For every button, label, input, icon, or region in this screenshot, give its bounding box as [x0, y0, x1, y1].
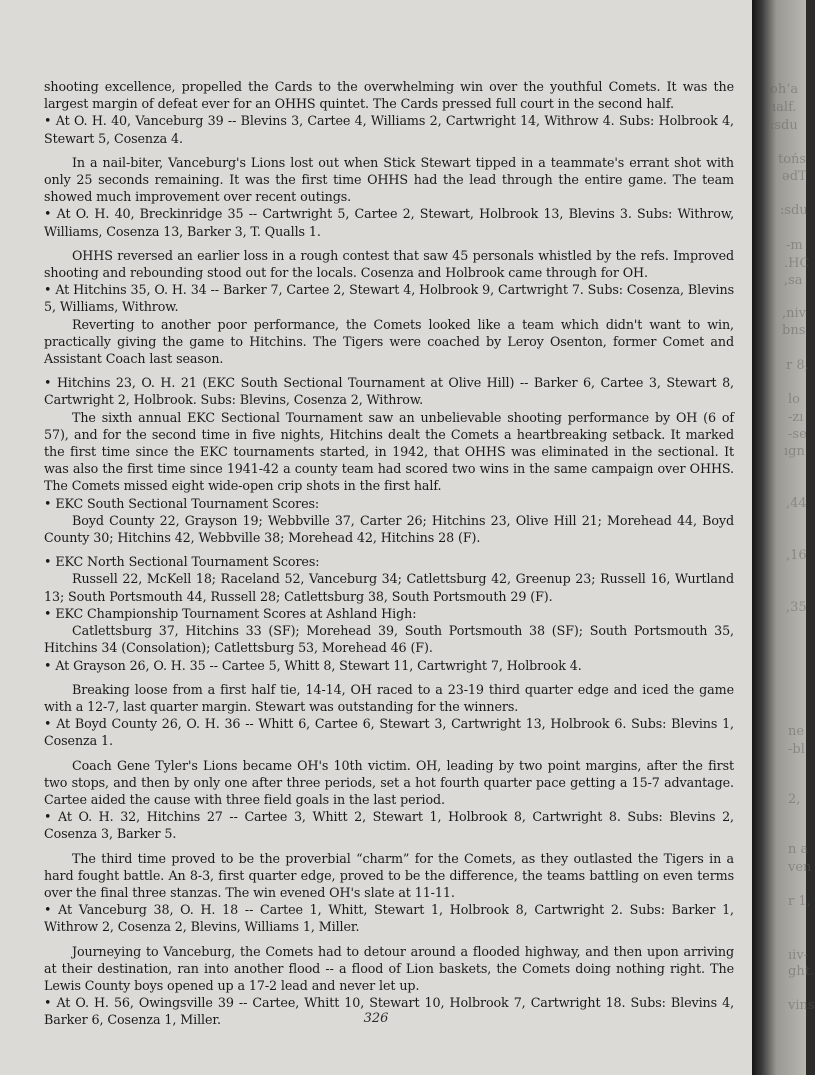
bleed-through-mark: :sdu — [770, 118, 798, 133]
paragraph-text: Journeying to Vanceburg, the Comets had to detour around a flooded highway, and then upon arriving at their destination, ran into another flood -- a flood of Lion baskets, the Comets doing nothing right. The Lewis County boys opened up a 17-2 lead and never let up. — [44, 943, 734, 993]
bleed-through-mark: ədT — [782, 169, 807, 184]
bleed-through-mark: ven — [788, 860, 812, 875]
bleed-through-mark: -bl — [788, 742, 805, 757]
bleed-through-mark: ıalf. — [772, 100, 797, 115]
bleed-through-mark: ,35 — [786, 600, 807, 615]
game-result-entry: • At Hitchins 35, O. H. 34 -- Barker 7, Cartee 2, Stewart 4, Holbrook 9, Cartwright 7. Subs: Cosenza, Blevins 5, Williams, Withrow. — [44, 282, 734, 315]
bleed-through-mark: ıiv- — [788, 948, 809, 963]
tournament-scores: Russell 22, McKell 18; Raceland 52, Vanceburg 34; Catlettsburg 42, Greenup 23; Russell 16, Wurtland 13; South Portsmouth 44, Russell 28; Catlettsburg 38, South Portsmouth 29 (F). — [44, 571, 734, 604]
paragraph-text: The third time proved to be the proverbial “charm” for the Comets, as they outlasted the Tigers in a hard fought battle. An 8-3, first quarter edge, proved to be the difference, the teams battling on even terms over the final three stanzas. The win evened OH's slate at 11-11. — [44, 850, 734, 900]
game-result-entry: • At O. H. 40, Breckinridge 35 -- Cartwright 5, Cartee 2, Stewart, Holbrook 13, Blevins 3. Subs: Withrow, Williams, Cosenza 13, Barker 3, T. Qualls 1. — [44, 206, 734, 239]
paragraph-text: OHHS reversed an earlier loss in a rough contest that saw 45 personals whistled by the refs. Improved shooting and rebounding stood out for the locals. Cosenza and Holbrook came through for OH. — [44, 247, 734, 281]
game-result-entry: • At Vanceburg 38, O. H. 18 -- Cartee 1, Whitt, Stewart 1, Holbrook 8, Cartwright 2. Subs: Barker 1, Withrow 2, Cosenza 2, Blevins, Williams 1, Miller. — [44, 902, 734, 935]
page-text — [44, 78, 734, 1029]
paragraph-text: The sixth annual EKC Sectional Tournament saw an unbelievable shooting performance by OH (6 of 57), and for the second time in five nights, Hitchins dealt the Comets a heartbreaking setback. It marked the first time since the EKC tournaments started, in 1942, that OHHS was eliminated in the sectional. It was also the first time since 1941-42 a county team had scored two wins in the same campaign over OHHS. The Comets missed eight wide-open crip shots in the first half. — [44, 409, 734, 494]
bleed-through-mark: ,44 — [786, 496, 807, 511]
bleed-through-mark: vins — [788, 998, 815, 1013]
paragraph-text: Breaking loose from a first half tie, 14-14, OH raced to a 23-19 third quarter edge and iced the game with a 12-7, last quarter margin. Stewart was outstanding for the winners. — [44, 681, 734, 714]
tournament-scores: Catlettsburg 37, Hitchins 33 (SF); Morehead 39, South Portsmouth 38 (SF); South Portsmouth 35, Hitchins 34 (Consolation); Catlettsburg 53, Morehead 46 (F). — [44, 623, 734, 656]
bleed-through-mark: r 1, — [788, 894, 811, 909]
game-result-entry: • At O. H. 40, Vanceburg 39 -- Blevins 3, Cartee 4, Williams 2, Cartwright 14, Withrow 4. Subs: Holbrook 4, Stewart 5, Cosenza 4. — [44, 113, 734, 146]
tournament-heading: • EKC South Sectional Tournament Scores: — [44, 495, 320, 511]
bleed-through-mark: ohʻa — [770, 82, 799, 97]
tournament-scores: Boyd County 22, Grayson 19; Webbville 37, Carter 26; Hitchins 23, Olive Hill 21; Morehead 44, Boyd County 30; Hitchins 42, Webbville 38; Morehead 42, Hitchins 28 (F). — [44, 512, 734, 546]
bleed-through-mark: tońs — [778, 152, 807, 167]
tournament-heading: • EKC Championship Tournament Scores at Ashland High: — [44, 605, 417, 621]
bleed-through-mark: lo — [788, 392, 800, 407]
bleed-through-mark: ght. — [788, 964, 815, 979]
paragraph-text: Coach Gene Tyler's Lions became OH's 10th victim. OH, leading by two point margins, after the first two stops, and then by only one after three periods, set a hot fourth quarter pace getting a 15-7 advantage. Cartee aided the cause with three field goals in the last period. — [44, 757, 734, 807]
paragraph-text: shooting excellence, propelled the Cards to the overwhelming win over the youthful Comets. It was the largest margin of defeat ever for an OHHS quintet. The Cards pressed full court in the second half. — [44, 79, 734, 112]
paragraph-text: Reverting to another poor performance, the Comets looked like a team which didn't want to win, practically giving the game to Hitchins. The Tigers were coached by Leroy Osenton, former Comet and Assistant Coach last season. — [44, 316, 734, 367]
bleed-through-mark: r 8, — [786, 358, 809, 373]
bleed-through-mark: ,16 — [786, 548, 807, 563]
bleed-through-mark: 2, — [788, 792, 801, 807]
bleed-through-mark: bns — [782, 323, 806, 338]
game-result-entry: • At Boyd County 26, O. H. 36 -- Whitt 6, Cartee 6, Stewart 3, Cartwright 13, Holbrook 6. Subs: Blevins 1, Cosenza 1. — [44, 716, 734, 749]
bleed-through-mark: ıgn — [784, 444, 805, 459]
bleed-through-mark: ,niv — [782, 306, 807, 321]
book-spine-gutter — [752, 0, 815, 1075]
page-number: 326 — [363, 1011, 389, 1026]
bleed-through-mark: :sdu — [780, 203, 808, 218]
tournament-heading: • EKC North Sectional Tournament Scores: — [44, 554, 320, 570]
bleed-through-mark: ,sa — [784, 273, 803, 288]
bleed-through-mark: .HC — [784, 256, 810, 271]
bleed-through-mark: ne — [788, 724, 805, 739]
game-result-entry: • Hitchins 23, O. H. 21 (EKC South Sectional Tournament at Olive Hill) -- Barker 6, Cartee 3, Stewart 8, Cartwright 2, Holbrook. Subs: Blevins, Cosenza 2, Withrow. — [44, 375, 734, 408]
paragraph-text: In a nail-biter, Vanceburg's Lions lost out when Stick Stewart tipped in a teammate's errant shot with only 25 seconds remaining. It was the first time OHHS had the lead through the entire game. The team showed much improvement over recent outings. — [44, 154, 734, 205]
bleed-through-mark: -zı — [788, 410, 804, 425]
bleed-through-mark: n a — [788, 842, 809, 857]
game-result-entry: • At O. H. 32, Hitchins 27 -- Cartee 3, Whitt 2, Stewart 1, Holbrook 8, Cartwright 8. Subs: Blevins 2, Cosenza 3, Barker 5. — [44, 809, 734, 842]
bleed-through-mark: -se — [788, 427, 807, 442]
game-result-entry: • At Grayson 26, O. H. 35 -- Cartee 5, Whitt 8, Stewart 11, Cartwright 7, Holbrook 4. — [44, 657, 582, 673]
game-result-entry: • At O. H. 56, Owingsville 39 -- Cartee, Whitt 10, Stewart 10, Holbrook 7, Cartwright 18. Subs: Blevins 4, Barker 6, Cosenza 1, Miller. — [44, 995, 734, 1028]
bleed-through-mark: -m — [786, 238, 803, 253]
